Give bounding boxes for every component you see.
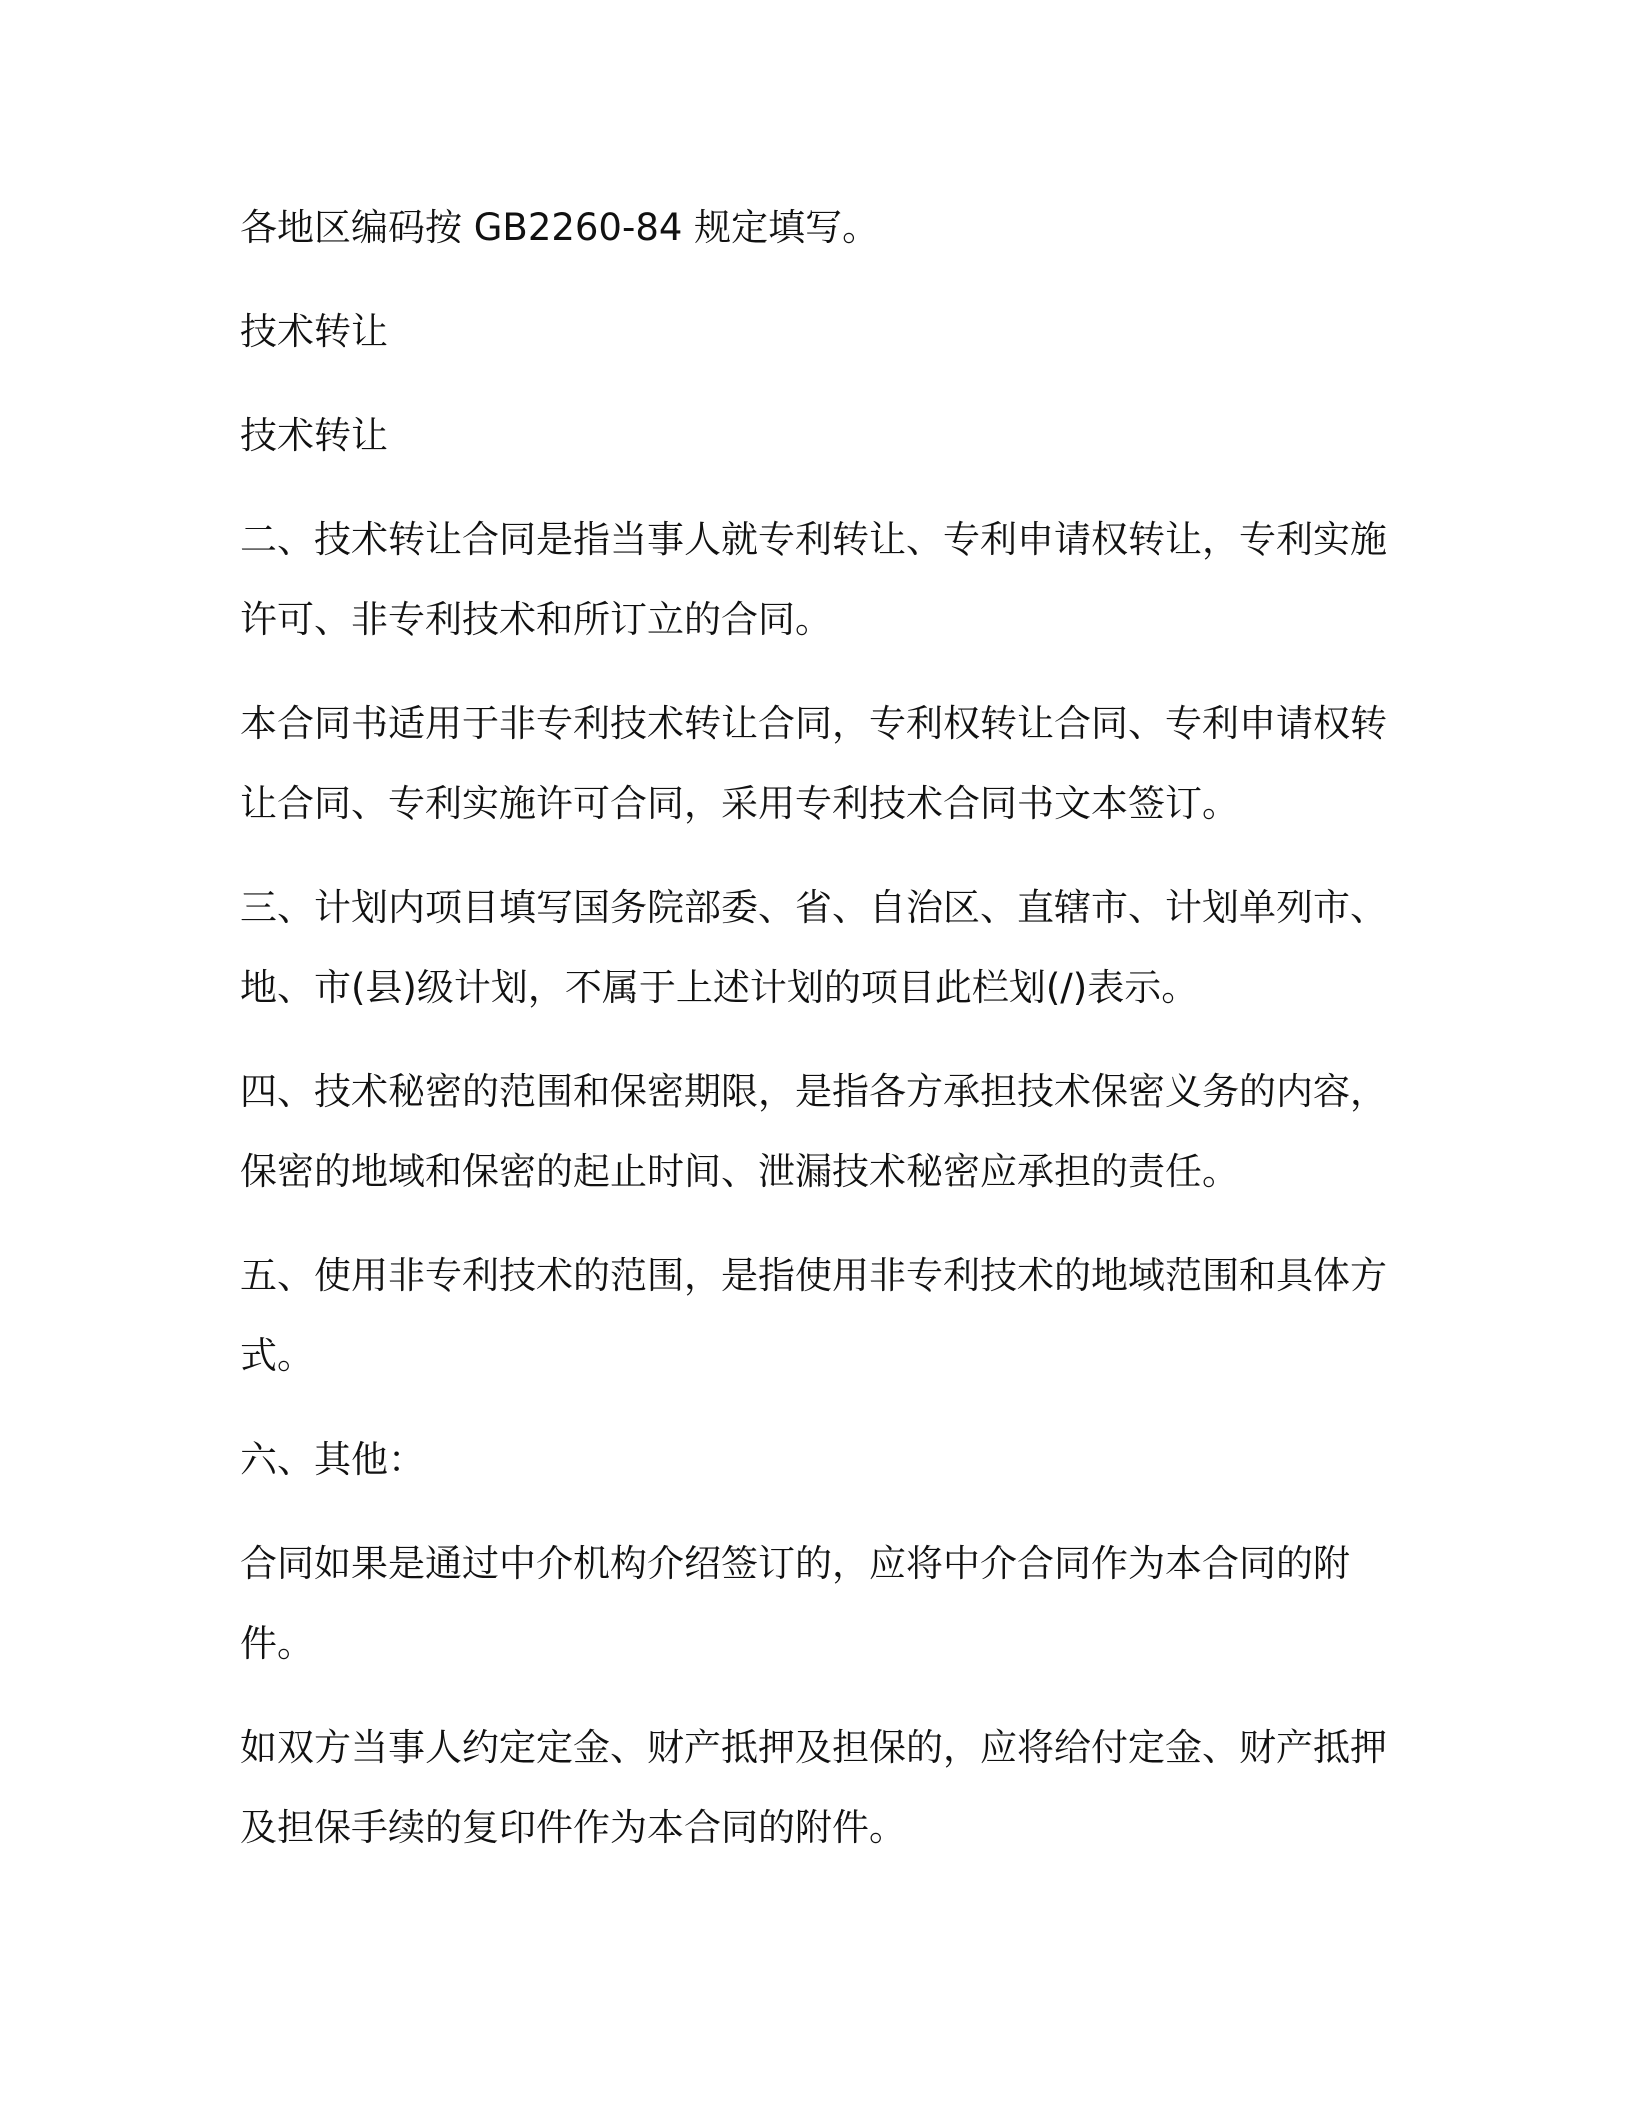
paragraph-applicability: 本合同书适用于非专利技术转让合同，专利权转让合同、专利申请权转让合同、专利实施许可合同，采用专利技术合同书文本签订。 <box>240 702 1387 825</box>
paragraph-intermediary-attachment: 合同如果是通过中介机构介绍签订的，应将中介合同作为本合同的附件。 <box>240 1542 1350 1665</box>
paragraph-item-4-confidentiality: 四、技术秘密的范围和保密期限，是指各方承担技术保密义务的内容，保密的地域和保密的起止时间、泄漏技术秘密应承担的责任。 <box>240 1070 1387 1193</box>
paragraph-item-2-definition: 二、技术转让合同是指当事人就专利转让、专利申请权转让，专利实施许可、非专利技术和所订立的合同。 <box>240 518 1387 641</box>
paragraph-item-6-other: 六、其他： <box>240 1438 425 1481</box>
paragraph-region-code-note: 各地区编码按 GB2260-84 规定填写。 <box>240 206 880 249</box>
paragraph-item-5-usage-scope: 五、使用非专利技术的范围，是指使用非专利技术的地域范围和具体方式。 <box>240 1254 1387 1377</box>
paragraph-deposit-guarantee-attachment: 如双方当事人约定定金、财产抵押及担保的，应将给付定金、财产抵押及担保手续的复印件作为本合同的附件。 <box>240 1726 1387 1849</box>
paragraph-heading-tech-transfer-1: 技术转让 <box>240 310 388 353</box>
document-body <box>240 188 1390 1892</box>
paragraph-item-3-plan-projects: 三、计划内项目填写国务院部委、省、自治区、直辖市、计划单列市、地、市(县)级计划，不属于上述计划的项目此栏划(/)表示。 <box>240 886 1387 1009</box>
paragraph-heading-tech-transfer-2: 技术转让 <box>240 414 388 457</box>
